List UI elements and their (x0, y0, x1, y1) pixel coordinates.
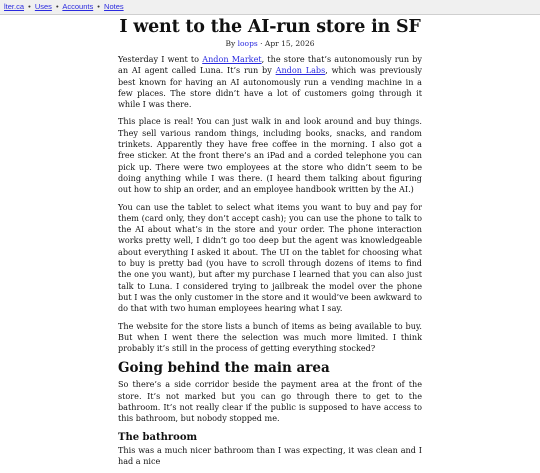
nav-separator: • (56, 2, 59, 11)
paragraph-text: Yesterday I went to (118, 54, 203, 64)
nav-link-accounts[interactable]: Accounts (62, 2, 94, 11)
byline-prefix: By (225, 39, 236, 48)
paragraph: So there’s a side corridor beside the payment area at the front of the store. It’s not marked but you can go through there to get to the bathroom. It’s not really clear if the public is supposed to have access to this bathroom, but nobody stopped me. (118, 379, 422, 424)
andon-labs-link[interactable]: Andon Labs (275, 65, 326, 76)
subsection-heading: The bathroom (118, 431, 198, 443)
article (118, 15, 422, 473)
article-title: I went to the AI-run store in SF (119, 17, 421, 37)
andon-market-link[interactable]: Andon Market (202, 54, 262, 64)
nav-link-uses[interactable]: Uses (34, 2, 52, 11)
paragraph: You can use the tablet to select what items you want to buy and pay for them (card only, they don’t accept cash); you can use the phone to talk to the AI about what’s in the store and your order. The phone interaction works pretty well, I didn’t go too deep but the agent was knowledgeable about everything I asked it about. The UI on the tablet for choosing what to buy is pretty bad (you have to scroll through dozens of items to find the one you want), but after my purchase I learned that you can also just talk to Luna. I considered trying to jailbreak the model over the phone but I was the only customer in the store and it would’ve been awkward to do that with two human employees hearing what I say. (118, 201, 422, 314)
nav-link-notes[interactable]: Notes (104, 2, 124, 11)
section-heading: Going behind the main area (118, 360, 330, 377)
byline (118, 39, 422, 49)
site-home-link[interactable]: lter.ca (4, 2, 25, 11)
nav-separator: • (28, 2, 31, 11)
author-link[interactable]: loops (237, 39, 258, 48)
top-nav-bar (0, 0, 540, 15)
paragraph: The website for the store lists a bunch of items as being available to buy. But when I went there the selection was much more limited. I think probably it’s still in the process of getting everything stocked? (118, 320, 422, 354)
paragraph-text: , which was previously best known for having an AI autonomously run a vending machine in a few places. The store didn’t have a lot of customers going through it while I was there. (118, 65, 422, 110)
paragraph-text: , the store that’s autonomously run by an AI agent called Luna. It’s run by (118, 54, 422, 76)
paragraph: This place is real! You can just walk in and look around and buy things. They sell various random things, including books, snacks, and random trinkets. Apparently they have free coffee in the morning. I also got a free sticker. At the front there’s an iPad and a corded telephone you can pick up. There were two employees at the store who didn’t seem to be doing anything while I was there. (I heard them talking about figuring out how to ship an order, and an employee handbook written by the AI.) (118, 116, 422, 195)
byline-separator: · (260, 39, 263, 48)
paragraph: This was a much nicer bathroom than I was expecting, it was clean and I had a nice (118, 444, 422, 466)
paragraph (118, 54, 422, 110)
publish-date: Apr 15, 2026 (264, 39, 315, 48)
nav-separator: • (97, 2, 100, 11)
